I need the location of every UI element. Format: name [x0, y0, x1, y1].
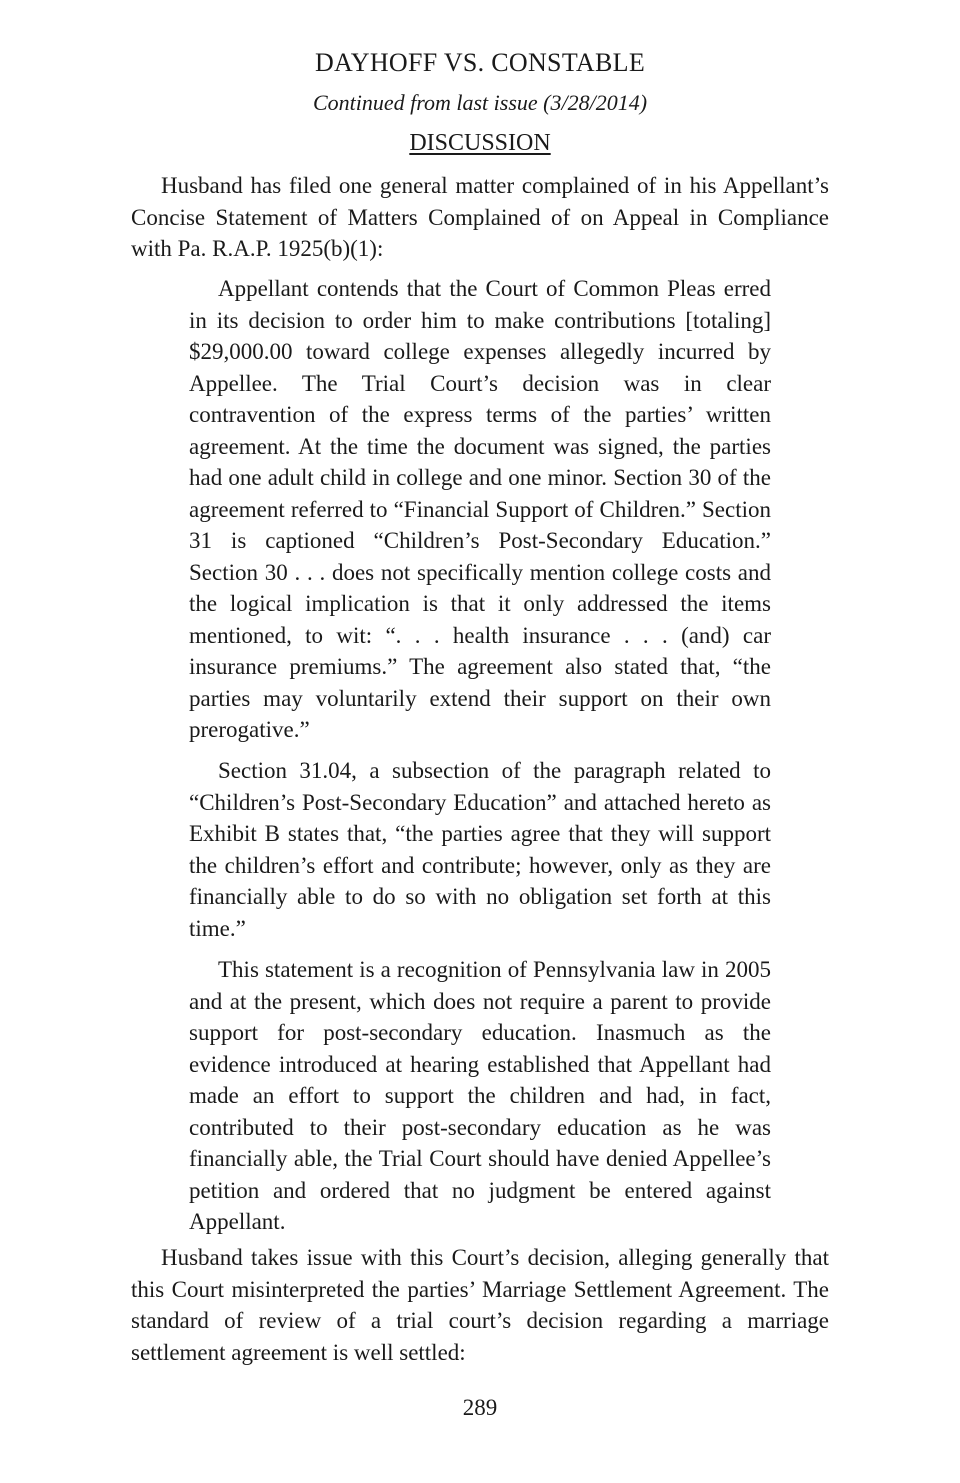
page-number: 289: [462, 1395, 498, 1420]
block-quote-paragraph-1: Appellant contends that the Court of Common Pleas erred in its decision to order him to make contributions [totaling] $29,000.00 toward college expenses allegedly incurred by Appellee. The Trial Court’s decision was in clear contravention of the express terms of the parties’ written agreement. At the time the document was signed, the parties had one adult child in college and one minor. Section 30 of the agreement referred to “Financial Support of Children.” Section 31 is captioned “Children’s Post-Secondary Education.” Section 30 . . . does not specifically mention college costs and the logical implication is that it only addressed the items mentioned, to wit: “. . . health insurance . . . (and) car insurance premiums.” The agreement also stated that, “the parties may voluntarily extend their support on their own prerogative.”: [189, 276, 771, 742]
section-heading: [131, 127, 829, 159]
section-heading-text: DISCUSSION: [409, 130, 551, 156]
case-title: DAYHOFF VS. CONSTABLE: [314, 48, 646, 77]
intro-paragraph: Husband has filed one general matter complained of in his Appellant’s Concise Statement of Matters Complained of on Appeal in Compliance with Pa. R.A.P. 1925(b)(1):: [131, 173, 829, 261]
document-page: [131, 0, 829, 1483]
block-quote-paragraph-3: This statement is a recognition of Pennsylvania law in 2005 and at the present, which does not require a parent to provide support for post-secondary education. Inasmuch as the evidence introduced at hearing established that Appellant had made an effort to support the children and had, in fact, contributed to their post-secondary education as he was financially able, the Trial Court should have denied Appellee’s petition and ordered that no judgment be entered against Appellant.: [189, 957, 771, 1234]
closing-paragraph: Husband takes issue with this Court’s decision, alleging generally that this Court misinterpreted the parties’ Marriage Settlement Agreement. The standard of review of a trial court’s decision regarding a marriage settlement agreement is well settled:: [131, 1245, 829, 1365]
block-quote-paragraph-2: Section 31.04, a subsection of the paragraph related to “Children’s Post-Secondary Education” and attached hereto as Exhibit B states that, “the parties agree that they will support the children’s effort and contribute; however, only as they are financially able to do so with no obligation set forth at this time.”: [189, 758, 771, 941]
continued-note: Continued from last issue (3/28/2014): [312, 90, 648, 115]
